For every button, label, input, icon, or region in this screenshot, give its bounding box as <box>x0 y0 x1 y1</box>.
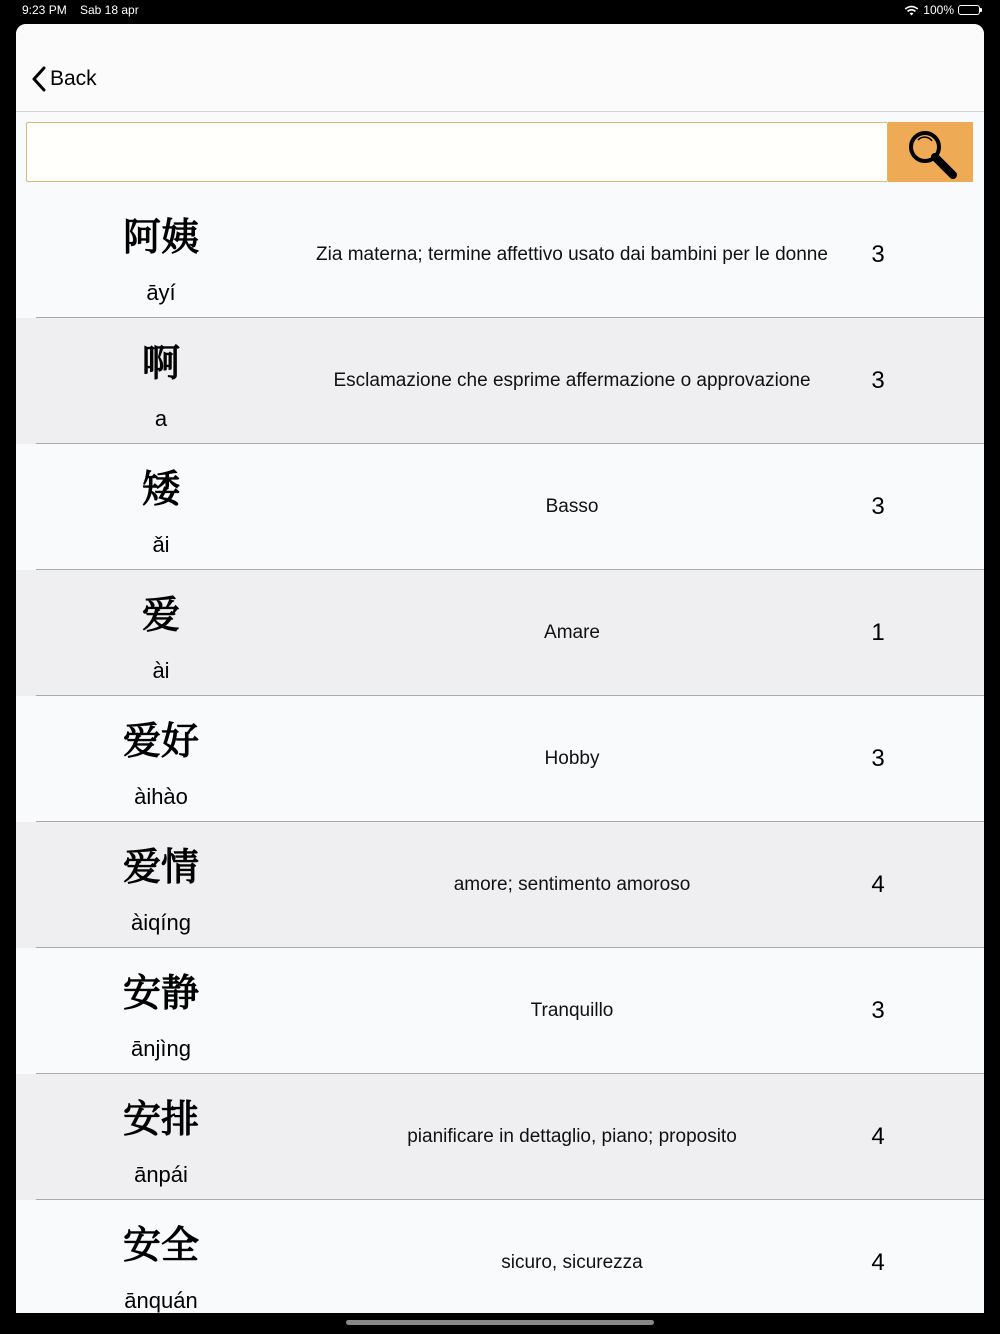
entry-hanzi: 矮 <box>141 467 180 511</box>
navigation-bar <box>16 24 984 112</box>
entry-pinyin: ānjìng <box>131 1036 191 1061</box>
entry-meaning <box>312 696 832 822</box>
entry-pinyin: āyí <box>146 280 176 305</box>
entry-meaning <box>312 948 832 1074</box>
search-icon <box>888 122 973 182</box>
entry-level: 4 <box>871 1249 885 1276</box>
entry-pinyin: ānquán <box>124 1288 198 1313</box>
status-time: 9:23 PM <box>22 3 67 17</box>
entry-meaning-text: amore; sentimento amoroso <box>453 874 691 895</box>
back-button-label: Back <box>50 67 97 90</box>
entry-meaning <box>312 570 832 696</box>
entry-meaning-text: Hobby <box>544 748 600 769</box>
list-item[interactable] <box>16 696 984 822</box>
entry-meaning-text: Basso <box>545 496 599 517</box>
status-bar <box>0 0 1000 22</box>
entry-meaning <box>312 444 832 570</box>
entry-meaning-text: Esclamazione che esprime affermazione o approvazione <box>333 370 811 391</box>
entry-level: 4 <box>871 1123 885 1150</box>
modal-sheet <box>16 24 984 1313</box>
entry-meaning-text: Amare <box>544 622 600 643</box>
list-item[interactable] <box>16 822 984 948</box>
entry-meaning-text: Tranquillo <box>530 1000 614 1021</box>
list-item[interactable] <box>16 1200 984 1313</box>
entry-pinyin: ǎi <box>152 532 170 557</box>
entry-hanzi: 爱好 <box>122 719 199 763</box>
entry-pinyin: ài <box>152 658 170 683</box>
entry-meaning-text: sicuro, sicurezza <box>501 1252 643 1273</box>
entry-meaning <box>312 1074 832 1200</box>
vocabulary-list <box>16 192 984 1313</box>
entry-level: 4 <box>871 871 885 898</box>
entry-pinyin: àihào <box>134 784 188 809</box>
entry-hanzi: 安全 <box>122 1223 199 1267</box>
entry-meaning-text: Zia materna; termine affettivo usato dai bambini per le donne <box>316 244 828 265</box>
entry-level: 3 <box>871 745 885 772</box>
entry-hanzi: 啊 <box>141 341 180 385</box>
list-item[interactable] <box>16 570 984 696</box>
entry-hanzi: 爱 <box>141 593 180 637</box>
entry-hanzi: 爱情 <box>122 845 199 889</box>
entry-level: 3 <box>871 241 885 268</box>
entry-pinyin: a <box>154 406 168 431</box>
list-item[interactable] <box>16 1074 984 1200</box>
entry-level: 1 <box>871 619 885 646</box>
entry-meaning-text: pianificare in dettaglio, piano; proposito <box>407 1126 737 1147</box>
chevron-left-icon <box>32 66 46 92</box>
entry-meaning <box>312 822 832 948</box>
entry-hanzi: 安静 <box>122 971 199 1015</box>
battery-icon <box>958 5 980 15</box>
entry-hanzi: 安排 <box>122 1097 199 1141</box>
entry-level: 3 <box>871 493 885 520</box>
entry-pinyin: ānpái <box>134 1162 188 1187</box>
home-indicator[interactable] <box>346 1320 654 1325</box>
entry-meaning <box>312 318 832 444</box>
battery-percent: 100% <box>923 3 954 17</box>
entry-pinyin: àiqíng <box>131 910 191 935</box>
entry-meaning <box>312 192 832 318</box>
entry-level: 3 <box>871 367 885 394</box>
list-item[interactable] <box>16 318 984 444</box>
status-right <box>904 3 980 17</box>
list-item[interactable] <box>16 192 984 318</box>
wifi-icon <box>904 5 919 16</box>
entry-hanzi: 阿姨 <box>122 215 199 259</box>
entry-level: 3 <box>871 997 885 1024</box>
list-item[interactable] <box>16 948 984 1074</box>
entry-meaning <box>312 1200 832 1313</box>
back-button[interactable] <box>32 66 97 92</box>
search-button[interactable] <box>888 122 973 182</box>
search-bar <box>26 122 973 182</box>
search-input[interactable] <box>26 122 888 182</box>
status-date: Sab 18 apr <box>80 3 139 17</box>
list-item[interactable] <box>16 444 984 570</box>
